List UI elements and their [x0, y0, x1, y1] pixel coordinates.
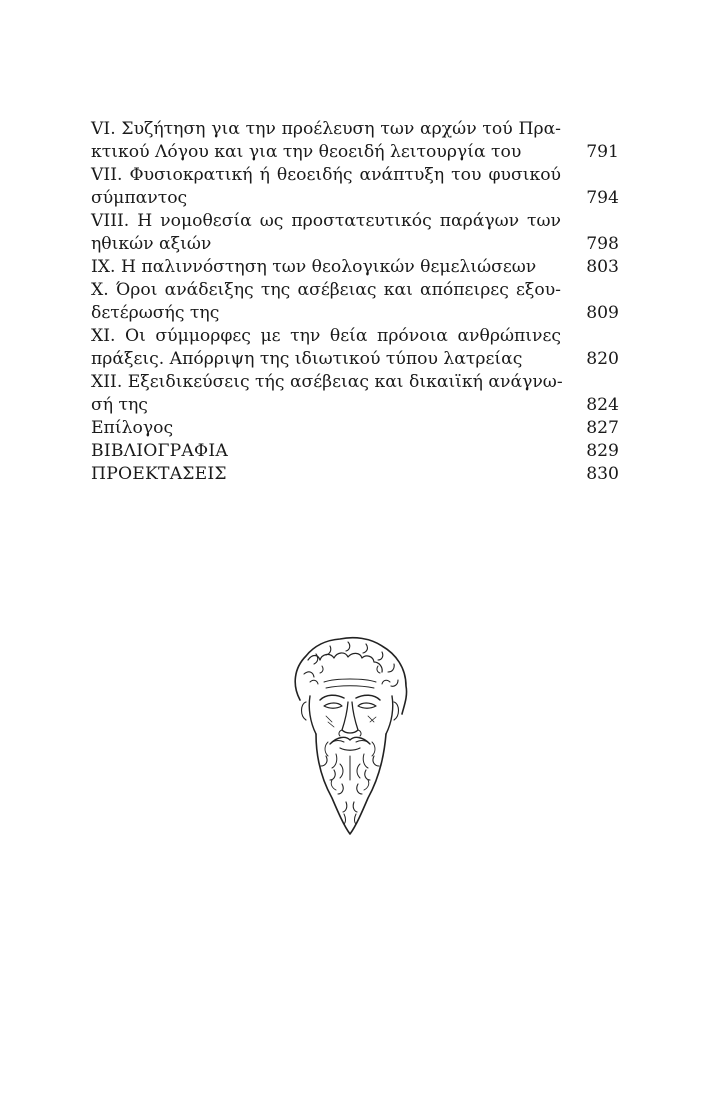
- toc-entry-extensions: [91, 463, 619, 486]
- toc-entry-epilogue: [91, 417, 619, 440]
- toc-entry-bibliography: [91, 440, 619, 463]
- toc-entry-text: πράξεις. Απόρριψη της ιδιωτικού τύπου λατρείας: [91, 349, 523, 369]
- toc-entry-text: IX. Η παλιννόστηση των θεολογικών θεμελιώσεων: [91, 257, 537, 277]
- toc-entry-vii: [91, 164, 619, 210]
- toc-entry-text: VIII. Η νομοθεσία ως προστατευτικός παράγων των: [91, 211, 561, 231]
- toc-entry-text: δετέρωσής της: [91, 303, 220, 323]
- toc-entry-text: ηθικών αξιών: [91, 234, 212, 254]
- toc-entry-x: [91, 279, 619, 325]
- toc-page-number: 830: [586, 464, 619, 484]
- toc-entry-text: XII. Εξειδικεύσεις τής ασέβειας και δικαιϊκή ανάγνω-: [91, 372, 563, 392]
- toc-entry-text: Επίλογος: [91, 418, 174, 438]
- toc-entry-vi: [91, 118, 619, 164]
- toc-page-number: 829: [586, 441, 619, 461]
- toc-entry-text: κτικού Λόγου και για την θεοειδή λειτουργία του: [91, 142, 522, 162]
- toc-page-number: 791: [586, 142, 619, 162]
- toc-entry-xii: [91, 371, 619, 417]
- toc-page-number: 809: [586, 303, 619, 323]
- bearded-philosopher-bust-icon: [270, 630, 430, 840]
- toc-entry-text: X. Όροι ανάδειξης της ασέβειας και απόπειρες εξου-: [91, 280, 561, 300]
- toc-page-number: 794: [586, 188, 619, 208]
- toc-entry-text: XI. Οι σύμμορφες με την θεία πρόνοια ανθρώπινες: [91, 326, 561, 346]
- toc-entry-ix: [91, 256, 619, 279]
- toc-page-number: 803: [586, 257, 619, 277]
- toc-page-number: 824: [586, 395, 619, 415]
- toc-entry-text: VI. Συζήτηση για την προέλευση των αρχών τού Πρα-: [91, 119, 561, 139]
- toc-entry-text: ΒΙΒΛΙΟΓΡΑΦΙΑ: [91, 441, 228, 461]
- toc-entry-text: σύμπαντος: [91, 188, 188, 208]
- toc-entry-text: VII. Φυσιοκρατική ή θεοειδής ανάπτυξη του φυσικού: [91, 165, 561, 185]
- toc-entry-text: ΠΡΟΕΚΤΑΣΕΙΣ: [91, 464, 227, 484]
- toc-page-number: 827: [586, 418, 619, 438]
- toc-entry-xi: [91, 325, 619, 371]
- table-of-contents: [91, 118, 619, 486]
- toc-entry-viii: [91, 210, 619, 256]
- toc-page-number: 798: [586, 234, 619, 254]
- toc-entry-text: σή της: [91, 395, 148, 415]
- toc-page-number: 820: [586, 349, 619, 369]
